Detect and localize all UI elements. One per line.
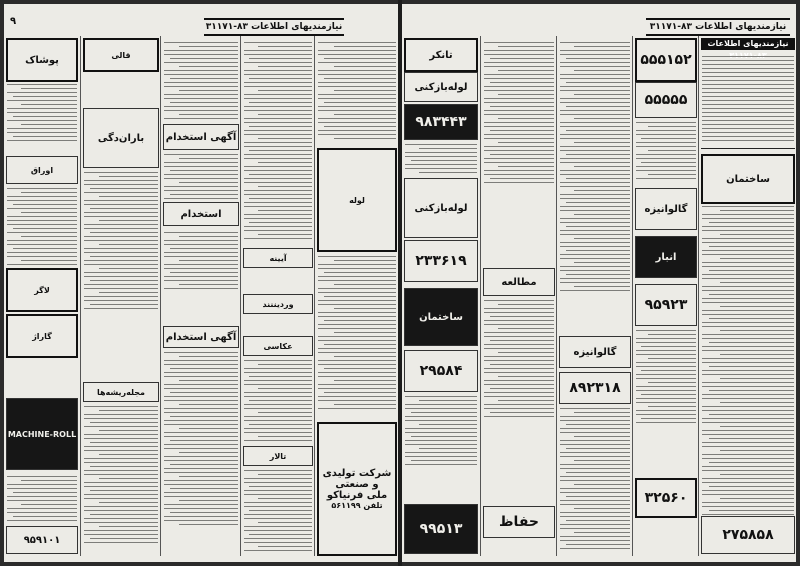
ad-hall-text: تالار [269,451,287,461]
left-col-1 [4,36,80,556]
ad-poshak-title: پوشاک [25,54,59,66]
ad-phone-b [701,516,795,554]
ad-tanker-text: تانکر [429,49,453,61]
ad-right-top [701,154,795,204]
ad-company-sub: ملی فرنیاکو [326,490,388,501]
ad-small-3 [6,314,78,358]
ad-mataleh-text: مطالعه [501,276,537,288]
right-col-4 [632,36,699,556]
ad-galvanize-2-text: گالوانیزه [644,203,688,215]
rule-1 [701,148,795,149]
ad-vardinand [243,294,313,314]
ad-galvanize-2 [635,188,697,230]
right-col5-header: نیازمندیهای اطلاعات [701,38,795,50]
ad-tel-top2 [635,82,697,118]
ad-galvanize-text: گالوانیزه [573,346,617,358]
ad-hall [243,446,313,466]
ad-phone-right-2 [404,240,478,282]
ad-black-logo [404,288,478,346]
ad-lolebazkoni-2-text: لوله‌بازکنی [414,202,468,214]
ad-small-3-text: گاراژ [32,331,52,341]
ad-lolebazkoni-1 [404,72,478,102]
ad-estekhdam-1 [163,124,239,150]
ad-haftgane [483,506,555,538]
ad-galvanize [559,336,631,368]
ad-barandegi-text: باران‌دگی [97,132,145,144]
ad-mataleh [483,268,555,296]
left-col-2 [80,36,161,556]
ad-barandegi [83,108,159,168]
ad-phone-right-2-text: ۲۳۳۶۱۹ [415,253,467,269]
right-col-3 [556,36,633,556]
ad-phone-a-text: ۹۵۹۱۰۱ [23,534,61,546]
ad-poshak [6,38,78,82]
ad-phone-c [559,372,631,404]
ad-vardinand-text: وردیننند [262,299,294,309]
ad-phone-a [6,526,78,554]
left-col-5 [314,36,398,556]
ad-estekhdam-1-text: آگهی استخدام [165,131,237,143]
ad-phone-d [635,478,697,518]
ad-col2-top-text: قالی [111,50,131,60]
ad-lolebazkoni-2 [404,178,478,238]
ad-small-2-text: لاگر [34,285,50,295]
ad-akasi-text: عکاسی [263,341,293,351]
ad-phone-right-4-text: ۹۹۵۱۳ [419,521,463,537]
left-page [4,4,398,562]
ad-majale-text: مجله‌ریشه‌ها [97,387,145,397]
ad-estekhdam-3-text: آگهی استخدام [165,331,237,343]
ad-phone-right-3-text: ۲۹۵۸۴ [419,363,463,379]
ad-tel-top [635,38,697,82]
ad-small-1 [6,156,78,184]
ad-haftgane-text: حفاظ [499,514,539,530]
right-page [402,4,796,562]
right-masthead: نیازمندیهای اطلاعات ۸۳-۳۱۱۷۱ [646,18,790,36]
right-col-1 [402,36,480,556]
ad-estekhdam-2 [163,202,239,226]
ad-phone-d-text: ۳۲۵۶۰ [644,490,688,506]
ad-company [317,422,397,556]
ad-small-2 [6,268,78,312]
ad-majale [83,382,159,402]
ad-estekhdam-2-text: استخدام [180,208,222,220]
ad-tanker [404,38,478,72]
ad-tel-top2-text: ۵۵۵۵۵ [644,92,688,108]
ad-estekhdam-3 [163,326,239,348]
ad-black-logo-text: ساختمان [419,311,463,323]
ad-black-2 [635,236,697,278]
ad-akasi [243,336,313,356]
ad-phone-right-3 [404,350,478,392]
ad-machine-roll-text: MACHINE-ROLL [7,429,77,439]
ad-tel-top-text: ۵۵۵۱۵۲ [640,52,692,68]
ad-machine-roll [6,398,78,470]
ad-phone-right-4 [404,504,478,554]
ad-company-title: شرکت تولیدی و صنعتی [322,468,392,490]
ad-phone-right-1-text: ۹۸۳۴۴۳ [415,114,467,130]
ad-phone-b-text: ۲۷۵۸۵۸ [722,527,774,543]
ad-company-phone: تلفن ۵۶۱۱۹۹ [331,501,383,510]
right-col-2 [480,36,557,556]
ad-col2-top [83,38,159,72]
ad-framed-notice-text: لوله [349,195,365,205]
ad-small-1-text: اوراق [30,165,54,175]
ad-black-2-text: انبار [655,251,677,263]
left-col-3 [160,36,241,556]
ad-phone-e-text: ۹۵۹۲۳ [644,297,688,313]
ad-phone-e [635,284,697,326]
ad-right-top-text: ساختمان [726,173,770,185]
page-number: ۹ [10,16,17,27]
ad-framed-notice [317,148,397,252]
right-col-5 [698,36,796,556]
left-masthead: نیازمندیهای اطلاعات ۸۳-۳۱۱۷۱ [204,18,344,36]
ad-ayene [243,248,313,268]
ad-ayene-text: آیینه [269,253,287,263]
ad-phone-right-1 [404,104,478,140]
ad-lolebazkoni-1-text: لوله‌بازکنی [414,81,468,93]
ad-phone-c-text: ۸۹۲۳۱۸ [569,380,621,396]
left-col-4 [240,36,315,556]
